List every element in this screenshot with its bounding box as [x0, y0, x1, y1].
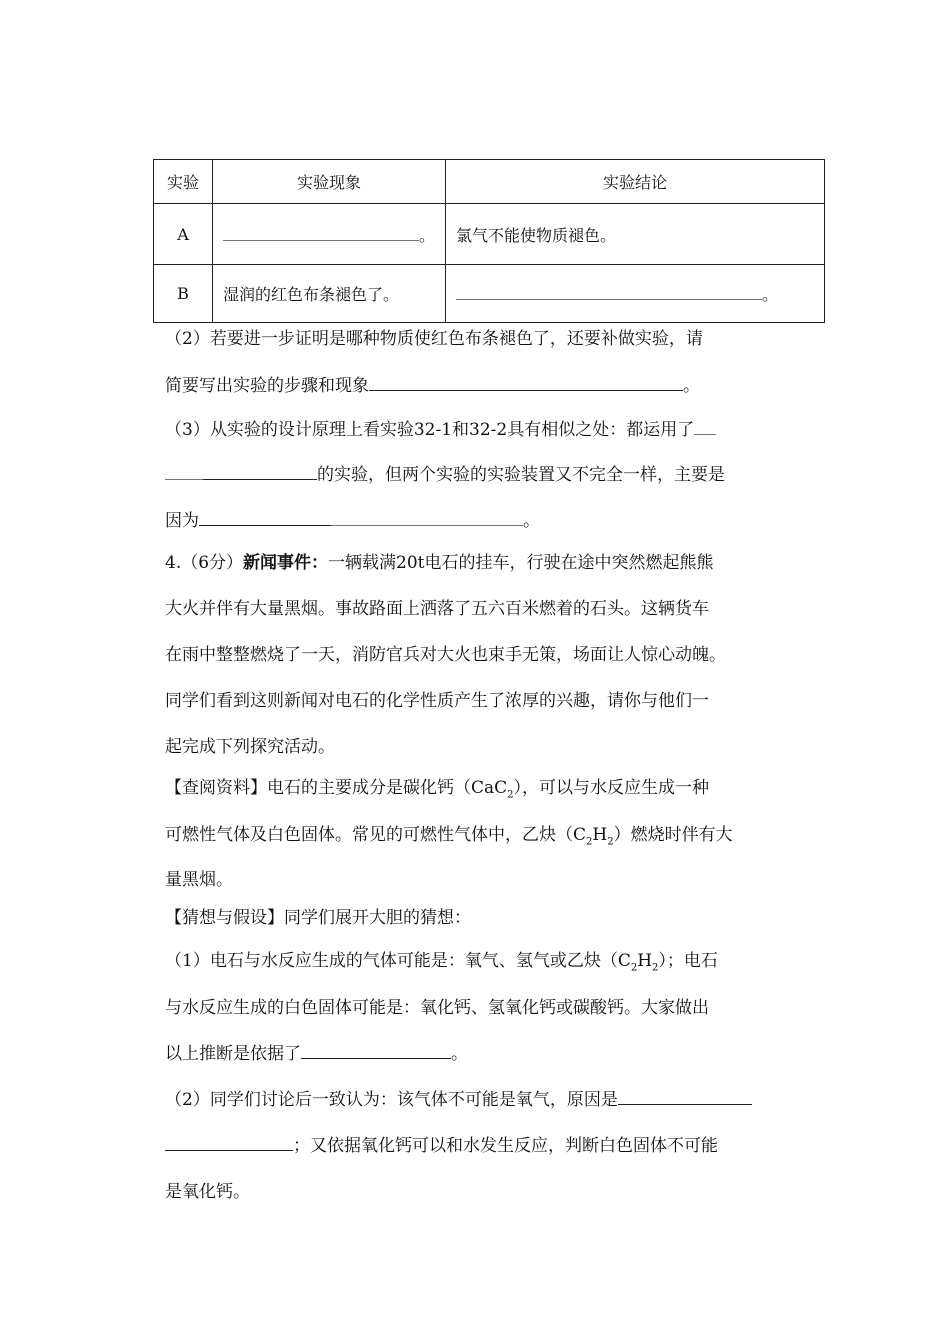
- research-text: 【查阅资料】电石的主要成分是碳化钙（CaC: [165, 778, 508, 798]
- q3-line1-text: （3）从实验的设计原理上看实验32-1和32-2具有相似之处：都运用了: [165, 420, 695, 440]
- subscript: 2: [586, 836, 593, 848]
- q3-line1: [165, 418, 716, 442]
- hypothesis-p2-line3: 是氧化钙。: [165, 1182, 250, 1202]
- q4-line5: 起完成下列探究活动。: [165, 737, 335, 757]
- research-text: H: [592, 825, 608, 845]
- suffix: 。: [762, 285, 779, 304]
- hypothesis-p2-line1: [165, 1088, 752, 1112]
- q3-line3-start: 因为: [165, 511, 199, 531]
- hypothesis-p1-line1: [165, 949, 718, 980]
- blank-line[interactable]: [165, 465, 203, 480]
- hypothesis-p1-line3: [165, 1042, 468, 1066]
- research-text: 可燃性气体及白色固体。常见的可燃性气体中，乙炔（C: [165, 825, 587, 845]
- q3-line3-end: 。: [523, 511, 540, 531]
- header-experiment: 实验: [154, 160, 213, 204]
- subscript: 2: [652, 962, 659, 974]
- row-a-id: A: [154, 204, 213, 265]
- q4-line2: 大火并伴有大量黑烟。事故路面上洒落了五六百米燃着的石头。这辆货车: [165, 599, 709, 619]
- q4-line4: 同学们看到这则新闻对电石的化学性质产生了浓厚的兴趣，请你与他们一: [165, 691, 709, 711]
- hypothesis-p2-line2: [165, 1134, 718, 1158]
- row-b-phenomenon: 湿润的红色布条褪色了。: [213, 265, 446, 323]
- q4-line1-text: 一辆载满20t电石的挂车，行驶在途中突然燃起熊熊: [328, 553, 714, 573]
- hypothesis-title: 【猜想与假设】同学们展开大胆的猜想：: [165, 908, 471, 928]
- row-b-conclusion: [446, 265, 825, 323]
- hypothesis-text: 以上推断是依据了: [165, 1044, 301, 1064]
- blank-line[interactable]: [694, 420, 716, 435]
- q3-line2-text: 的实验，但两个实验的实验装置又不完全一样，主要是: [317, 465, 725, 485]
- q2-line2-text: 简要写出实验的步骤和现象: [165, 376, 369, 396]
- blank-line[interactable]: [203, 465, 317, 480]
- research-line3: 量黑烟。: [165, 870, 233, 890]
- research-text: ），可以与水反应生成一种: [513, 778, 710, 798]
- q4-number: 4.（6分）: [165, 553, 244, 573]
- row-a-conclusion: 氯气不能使物质褪色。: [446, 204, 825, 265]
- blank-line[interactable]: [165, 1136, 293, 1151]
- q2-line2-end: 。: [683, 376, 700, 396]
- experiment-table: [153, 159, 825, 323]
- hypothesis-text: 。: [451, 1044, 468, 1064]
- table-row: [154, 204, 825, 265]
- blank-line[interactable]: [618, 1090, 752, 1105]
- hypothesis-p1-line2: 与水反应生成的白色固体可能是：氧化钙、氢氧化钙或碳酸钙。大家做出: [165, 998, 709, 1018]
- row-a-phenomenon: [213, 204, 446, 265]
- hypothesis-text: （2）同学们讨论后一致认为：该气体不可能是氧气，原因是: [165, 1090, 618, 1110]
- hypothesis-text: H: [637, 951, 653, 971]
- q2-line2: [165, 374, 700, 398]
- blank-line[interactable]: [369, 376, 683, 391]
- subscript: 2: [630, 962, 638, 974]
- hypothesis-text: ）；电石: [658, 951, 718, 971]
- blank-line[interactable]: [331, 511, 523, 526]
- blank-line[interactable]: [199, 511, 331, 526]
- header-conclusion: 实验结论: [446, 160, 825, 204]
- header-phenomenon: 实验现象: [213, 160, 446, 204]
- q4-line3: 在雨中整整燃烧了一天，消防官兵对大火也束手无策，场面让人惊心动魄。: [165, 645, 726, 665]
- news-event-label: 新闻事件：: [243, 553, 329, 573]
- blank-line[interactable]: [223, 226, 419, 241]
- research-text: ）燃烧时伴有大: [613, 825, 733, 845]
- subscript: 2: [607, 836, 614, 848]
- blank-line[interactable]: [301, 1044, 451, 1059]
- hypothesis-text: （1）电石与水反应生成的气体可能是：氧气、氢气或乙炔（C: [165, 951, 631, 971]
- table-header-row: [154, 160, 825, 204]
- research-line2: [165, 823, 733, 854]
- suffix: 。: [419, 225, 436, 245]
- row-b-id: B: [154, 265, 213, 323]
- hypothesis-text: ；又依据氧化钙可以和水发生反应，判断白色固体不可能: [293, 1136, 718, 1156]
- table-row: [154, 265, 825, 323]
- research-line1: [165, 776, 709, 807]
- q4-line1: [165, 551, 714, 575]
- q3-line2: [165, 463, 725, 487]
- q3-line3: [165, 509, 540, 533]
- q2-line1: （2）若要进一步证明是哪种物质使红色布条褪色了，还要补做实验，请: [165, 329, 703, 349]
- subscript: 2: [507, 789, 514, 801]
- blank-line[interactable]: [456, 285, 762, 300]
